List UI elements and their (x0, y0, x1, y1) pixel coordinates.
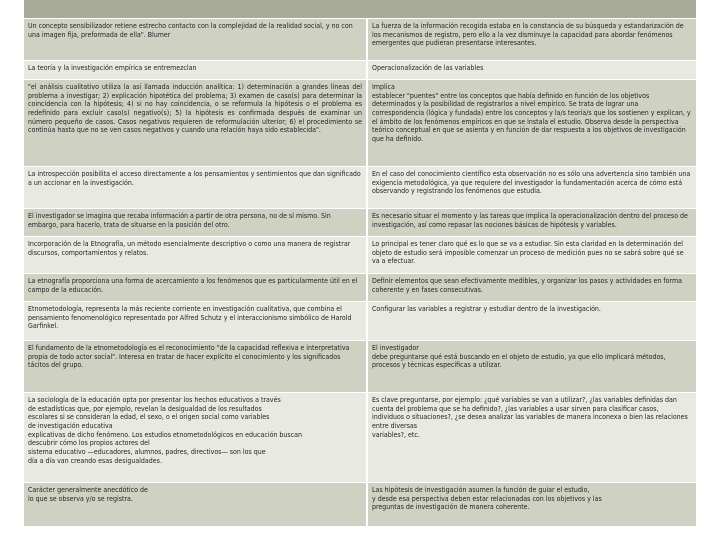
table-row (24, 19, 696, 61)
left-cell: Carácter generalmente anecdótico de lo que se observa y/o se registra. (24, 483, 367, 527)
right-cell: La fuerza de la información recogida estaba en la constancia de su búsqueda y estandarización de los mecanismos de registro, pero ello a la vez disminuye la capacidad para abordar fenómenos emergentes que pudieran presentarse interesantes. (367, 19, 696, 61)
left-cell: La sociología de la educación opta por presentar los hechos educativos a través de estadísticas que, por ejemplo, revelan la desigualdad de los resultados escolares si se consideran la edad, el sexo, o el origen social como variables de investigación educativa explicativas de dicho fenómeno. Los estudios etnometodológicos en educación buscan descubrir cómo los propios actores del sistema educativo —educadores, alumnos, padres, directivos— son los que día a día van creando esas desigualdades. (24, 393, 367, 483)
table-row (24, 237, 696, 274)
table-row (24, 483, 696, 527)
table-row (24, 209, 696, 237)
left-cell: Etnometodología, representa la más reciente corriente en investigación cualitativa, que combina el pensamiento fenomenológico representado por Alfred Schutz y el interaccionismo simbólico de Harold Garfinkel. (24, 302, 367, 341)
right-cell: El investigador debe preguntarse qué está buscando en el objeto de estudio, ya que ello implicará métodos, procesos y técnicas específicas a utilizar. (367, 341, 696, 393)
table-row (24, 167, 696, 209)
right-cell: En el caso del conocimiento científico esta observación no es sólo una advertencia sino también una exigencia metodológica, ya que requiere del investigador la fundamentación acerca de cómo está observando y registrando los fenómenos que estudia. (367, 167, 696, 209)
table-row (24, 80, 696, 167)
comparison-table (24, 18, 696, 527)
table-row (24, 61, 696, 80)
left-cell: La introspección posibilita el acceso directamente a los pensamientos y sentimientos que dan significado a un accionar en la investigación. (24, 167, 367, 209)
right-cell: Lo principal es tener claro qué es lo que se va a estudiar. Sin esta claridad en la determinación del objeto de estudio será imposible comenzar un proceso de medición pues no se sabrá sobre qué se va a efectuar. (367, 237, 696, 274)
left-cell: "el análisis cualitativo utiliza la así llamada inducción analítica: 1) determinación a grandes líneas del problema a investigar; 2) explicación hipotética del problema; 3) examen de caso(s) para determinar la coincidencia con la hipótesis; 4) si no hay coincidencia, o se reformula la hipótesis o el problema es redefinido para excluir caso(s) negativo(s); 5) la hipótesis es confirmada después de examinar un número pequeño de casos. Casos negativos requieren de reformulación ulterior; 6) el procedimiento se continúa hasta que no se ven casos negativos y cuando una relación haya sido establecida". (24, 80, 367, 167)
table-body (24, 19, 696, 527)
right-cell: Las hipótesis de investigación asumen la función de guiar el estudio, y desde esa perspectiva deben estar relacionadas con los objetivos y las preguntas de investigación de manera coherente. (367, 483, 696, 527)
table-row (24, 393, 696, 483)
right-cell: Implica establecer "puentes" entre los conceptos que había definido en función de los objetivos determinados y la posibilidad de registrarlos a nivel empírico. Se trata de lograr una correspondencia (lógica y fundada) entre los conceptos y la/s teoría/s que los sostienen y explican, y el ámbito de los fenómenos empíricos en que se instala el estudio. Observa desde la perspectiva teórico conceptual en que se asienta y en función de dar respuesta a los objetivos de investigación que ha definido. (367, 80, 696, 167)
left-cell: El investigador se imagina que recaba información a partir de otra persona, no de sí mismo. Sin embargo, para hacerlo, trata de situarse en la posición del otro. (24, 209, 367, 237)
header-band (24, 0, 696, 20)
left-cell: El fundamento de la etnometodología es el reconocimiento "de la capacidad reflexiva e interpretativa propia de todo actor social". Interesa en tratar de hacer explícito el conocimiento y los significados tácitos del grupo. (24, 341, 367, 393)
table-row (24, 341, 696, 393)
table-row (24, 302, 696, 341)
right-cell: Configurar las variables a registrar y estudiar dentro de la investigación. (367, 302, 696, 341)
left-cell: Incorporación de la Etnografía, un método esencialmente descriptivo o como una manera de registrar discursos, comportamientos y relatos. (24, 237, 367, 274)
right-cell: Definir elementos que sean efectivamente medibles, y organizar los pasos y actividades en forma coherente y en fases consecutivas. (367, 274, 696, 302)
right-cell: Operacionalización de las variables (367, 61, 696, 80)
left-cell: La teoría y la investigación empírica se entremezclan (24, 61, 367, 80)
right-cell: Es necesario situar el momento y las tareas que implica la operacionalización dentro del proceso de investigación, así como repasar las nociones básicas de hipótesis y variables. (367, 209, 696, 237)
right-cell: Es clave preguntarse, por ejemplo: ¿qué variables se van a utilizar?, ¿las variables definidas dan cuenta del problema que se ha definido?, ¿las variables a usar sirven para clasificar casos, individuos o situaciones?, ¿se desea analizar las variables de manera inconexa o bien las relaciones entre diversas variables?, etc. (367, 393, 696, 483)
left-cell: Un concepto sensibilizador retiene estrecho contacto con la complejidad de la realidad social, y no con una imagen fija, preformada de ella". Blumer (24, 19, 367, 61)
table-row (24, 274, 696, 302)
left-cell: La etnografía proporciona una forma de acercamiento a los fenómenos que es particularmente útil en el campo de la educación. (24, 274, 367, 302)
